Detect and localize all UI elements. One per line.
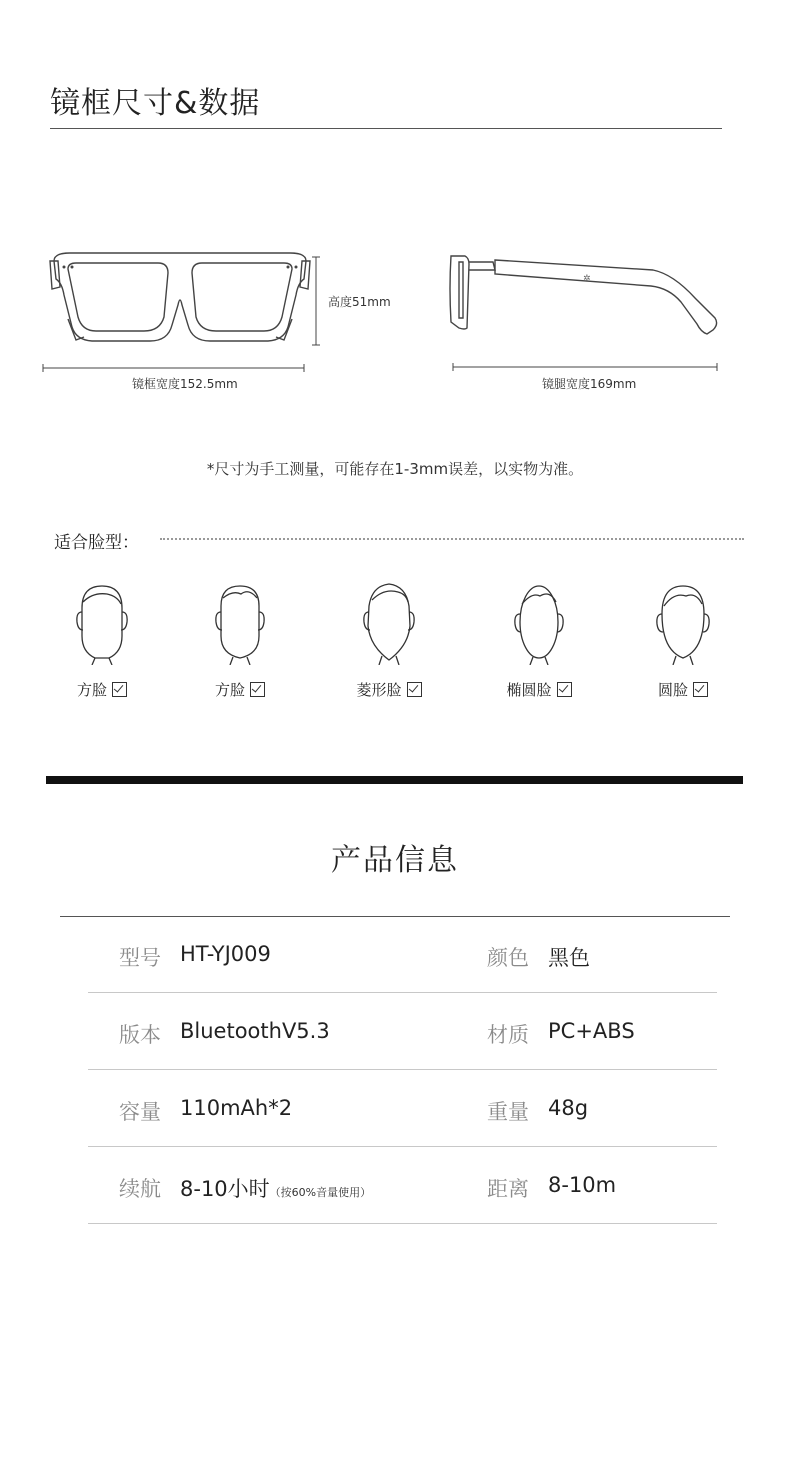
- face-type-label: 圆脸: [657, 681, 688, 699]
- measurement-note: *尺寸为手工测量，可能存在1-3mm误差，以实物为准。: [206, 460, 584, 478]
- spec-key: 重量: [487, 1100, 529, 1124]
- suitable-faces-label: 适合脸型：: [54, 533, 139, 553]
- face-type-label: 椭圆脸: [506, 681, 552, 699]
- spec-value: [180, 1173, 371, 1203]
- spec-key: 颜色: [487, 946, 529, 970]
- title-divider: [50, 128, 722, 129]
- spec-row: [88, 991, 717, 1070]
- frame-height-label: 高度51mm: [328, 295, 391, 309]
- frame-width-label: 镜框宽度152.5mm: [132, 377, 238, 391]
- spec-key: 续航: [119, 1177, 161, 1201]
- face-type-label: 方脸: [76, 681, 107, 699]
- square-face-icon: [205, 580, 275, 665]
- spec-key: 距离: [487, 1177, 529, 1201]
- spec-value: 48g: [548, 1096, 589, 1120]
- spec-key: 材质: [487, 1023, 529, 1047]
- spec-key: 版本: [119, 1023, 161, 1047]
- dotted-divider: [160, 538, 744, 540]
- face-item: [334, 580, 444, 700]
- round-face-icon: [648, 580, 718, 665]
- spec-value: HT-YJ009: [180, 942, 271, 966]
- face-item: [484, 580, 594, 700]
- face-item: [47, 580, 157, 700]
- spec-value: 110mAh*2: [180, 1096, 293, 1120]
- spec-value: BluetoothV5.3: [180, 1019, 330, 1043]
- face-type-label: 方脸: [214, 681, 245, 699]
- glasses-front-illustration: [40, 245, 320, 375]
- spec-value-note: （按60%音量使用）: [269, 1186, 372, 1199]
- spec-value: 8-10m: [548, 1173, 617, 1197]
- glasses-side-illustration: [445, 248, 725, 373]
- height-dimension-line: [310, 255, 322, 347]
- checkbox-checked-icon: [112, 682, 127, 697]
- checkbox-checked-icon: [407, 682, 422, 697]
- spec-value: 黑色: [548, 946, 590, 970]
- diamond-face-icon: [354, 580, 424, 665]
- checkbox-checked-icon: [557, 682, 572, 697]
- spec-value: PC+ABS: [548, 1019, 635, 1043]
- face-type-label: 菱形脸: [356, 681, 402, 699]
- frame-size-title: 镜框尺寸&数据: [50, 86, 261, 121]
- temple-width-label: 镜腿宽度169mm: [542, 377, 637, 391]
- spec-row: [88, 1145, 717, 1224]
- spec-row: [88, 914, 717, 993]
- section-separator-bar: [46, 776, 743, 784]
- svg-text:✲: ✲: [583, 274, 591, 284]
- checkbox-checked-icon: [693, 682, 708, 697]
- spec-value-text: 8-10小时: [180, 1177, 270, 1201]
- product-info-title: 产品信息: [331, 843, 459, 878]
- spec-key: 型号: [119, 946, 161, 970]
- square-face-icon: [67, 580, 137, 665]
- face-item: [185, 580, 295, 700]
- spec-row: [88, 1068, 717, 1147]
- oval-face-icon: [504, 580, 574, 665]
- checkbox-checked-icon: [250, 682, 265, 697]
- spec-key: 容量: [119, 1100, 161, 1124]
- face-item: [628, 580, 738, 700]
